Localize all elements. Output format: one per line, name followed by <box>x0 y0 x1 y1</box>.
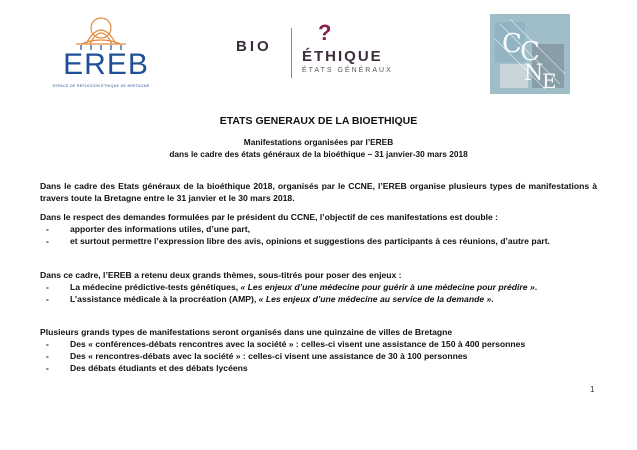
theme-tail: . <box>491 294 494 304</box>
list-item <box>58 281 597 293</box>
page-number: 1 <box>590 385 595 394</box>
list-item: - apporter des informations utiles, d’une part, <box>58 223 597 235</box>
document-title: ETATS GENERAUX DE LA BIOETHIQUE <box>219 115 418 127</box>
themes-paragraph: Dans ce cadre, l’EREB a retenu deux grands thèmes, sous-titrés pour poser des enjeux : <box>40 270 402 280</box>
theme-lead: La médecine prédictive-tests génétiques, <box>70 282 241 292</box>
document-subtitle-line2: dans le cadre des états généraux de la bioéthique – 31 janvier-30 mars 2018 <box>169 149 468 159</box>
theme-quote: « Les enjeux d’une médecine au service de la demande » <box>258 294 492 304</box>
question-mark-icon: ? <box>318 20 332 45</box>
objective-paragraph: Dans le respect des demandes formulées par le président du CCNE, l’objectif de ces manifestations est double : <box>40 212 498 222</box>
ccne-logo <box>490 14 570 94</box>
svg-text:C: C <box>520 37 540 67</box>
objectives-list <box>58 223 597 247</box>
bioethique-logo-right: ÉTHIQUE <box>302 48 383 65</box>
bioethique-logo-left: BIO <box>236 38 272 55</box>
theme-tail: . <box>534 282 538 292</box>
ereb-logo <box>46 14 156 98</box>
bioethique-logo <box>236 20 416 80</box>
list-item <box>58 293 597 305</box>
ereb-logo-name: EREB <box>63 48 149 81</box>
theme-quote: « Les enjeux d’une médecine pour guérir à une médecine pour prédire » <box>240 282 535 292</box>
intro-paragraph: Dans le cadre des Etats généraux de la bioéthique 2018, organisés par le CCNE, l’EREB organise plusieurs types de manifestations à travers toute la Bretagne entre le 31 janvier et le 30 mars 2018. <box>40 181 597 203</box>
events-list <box>58 338 597 374</box>
themes-list <box>58 281 597 305</box>
svg-text:E: E <box>542 69 557 93</box>
list-item: - Des « conférences-débats rencontres avec la société » : celles-ci visent une assistance de 150 à 400 personnes <box>58 338 597 350</box>
svg-text:C: C <box>502 29 522 59</box>
ereb-logo-subtitle: ESPACE DE RÉFLEXION ÉTHIQUE DE BRETAGNE <box>52 84 150 88</box>
events-paragraph: Plusieurs grands types de manifestations seront organisés dans une quinzaine de villes de Bretagne <box>40 327 453 337</box>
ccne-logo-graphic <box>490 14 570 94</box>
list-item: - Des « rencontres-débats avec la société » : celles-ci visent une assistance de 30 à 100 personnes <box>58 350 597 362</box>
svg-text:N: N <box>524 61 544 86</box>
list-item: - Des débats étudiants et des débats lycéens <box>58 362 597 374</box>
list-item: - et surtout permettre l’expression libre des avis, opinions et suggestions des participants à ces réunions, d’autre part. <box>58 235 597 247</box>
document-subtitle-line1: Manifestations organisées par l’EREB <box>243 137 394 147</box>
theme-lead: L’assistance médicale à la procréation (AMP), <box>70 294 259 304</box>
bioethique-logo-subtitle: ÉTATS GÉNÉRAUX <box>302 67 393 74</box>
bioethique-logo-divider <box>291 28 292 78</box>
